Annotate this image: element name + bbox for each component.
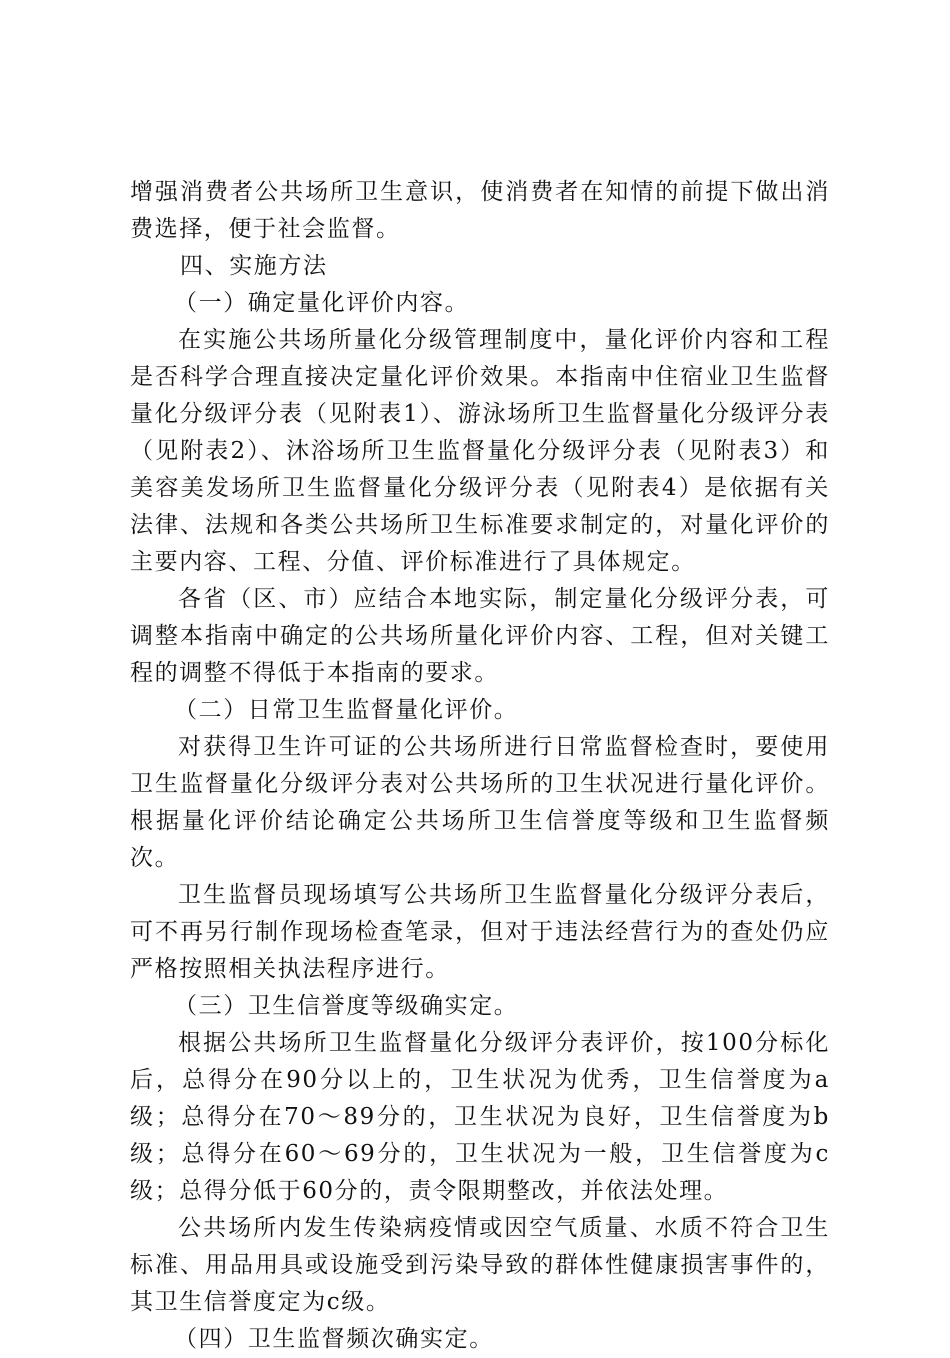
section-heading: 四、实施方法 [180, 253, 328, 279]
paragraph: 卫生监督员现场填写公共场所卫生监督量化分级评分表后，可不再另行制作现场检查笔录，但对于违法经营行为的查处仍应严格按照相关执法程序进行。 [130, 882, 830, 982]
paragraph: 在实施公共场所量化分级管理制度中，量化评价内容和工程是否科学合理直接决定量化评价效果。本指南中住宿业卫生监督量化分级评分表（见附表1）、游泳场所卫生监督量化分级评分表（见附表2）、沐浴场所卫生监督量化分级评分表（见附表3）和美容美发场所卫生监督量化分级评分表（见附表4）是依据有关法律、法规和各类公共场所卫生标准要求制定的，对量化评价的主要内容、工程、分值、评价标准进行了具体规定。 [130, 327, 830, 575]
paragraph: 公共场所内发生传染病疫情或因空气质量、水质不符合卫生标准、用品用具或设施受到污染导致的群体性健康损害事件的，其卫生信誉度定为c级。 [130, 1215, 830, 1315]
paragraph-continuation: 增强消费者公共场所卫生意识，使消费者在知情的前提下做出消费选择，便于社会监督。 [130, 179, 830, 242]
subsection-heading-1: （一）确定量化评价内容。 [174, 290, 470, 316]
paragraph: 对获得卫生许可证的公共场所进行日常监督检查时，要使用卫生监督量化分级评分表对公共场所的卫生状况进行量化评价。根据量化评价结论确定公共场所卫生信誉度等级和卫生监督频次。 [130, 734, 830, 871]
subsection-heading-4: （四）卫生监督频次确实定。 [174, 1326, 494, 1352]
paragraph: 根据公共场所卫生监督量化分级评分表评价，按100分标化后，总得分在90分以上的，卫生状况为优秀，卫生信誉度为a级；总得分在70～89分的，卫生状况为良好，卫生信誉度为b级；总得分在60～69分的，卫生状况为一般，卫生信誉度为c级；总得分低于60分的，责令限期整改，并依法处理。 [130, 1030, 830, 1204]
subsection-heading-3: （三）卫生信誉度等级确实定。 [174, 993, 519, 1019]
subsection-heading-2: （二）日常卫生监督量化评价。 [174, 697, 519, 723]
document-body [130, 174, 830, 1358]
paragraph: 各省（区、市）应结合本地实际，制定量化分级评分表，可调整本指南中确定的公共场所量化评价内容、工程，但对关键工程的调整不得低于本指南的要求。 [130, 586, 830, 686]
